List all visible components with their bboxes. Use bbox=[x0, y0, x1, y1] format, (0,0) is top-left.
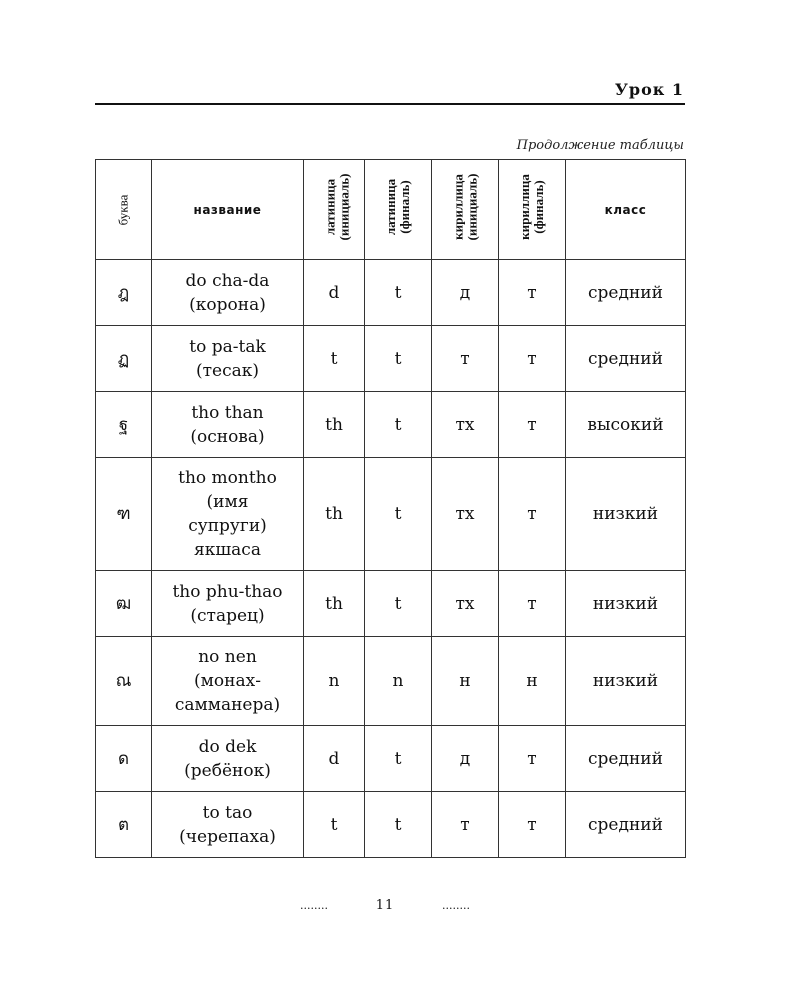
latin-initial: d bbox=[304, 726, 365, 792]
letter-name: do dek (ребёнок) bbox=[152, 726, 304, 792]
cyrillic-initial: т bbox=[432, 326, 499, 392]
cyrillic-final: т bbox=[499, 458, 566, 571]
col-header-letter bbox=[96, 160, 152, 260]
letter-name: tho phu-thao (старец) bbox=[152, 571, 304, 637]
cyrillic-initial: тх bbox=[432, 392, 499, 458]
thai-letter: ฒ bbox=[96, 571, 152, 637]
page-number: 11 bbox=[375, 898, 395, 913]
latin-initial: d bbox=[304, 260, 365, 326]
page-footer bbox=[300, 898, 470, 913]
table-row bbox=[96, 726, 686, 792]
latin-initial: th bbox=[304, 571, 365, 637]
table-continuation-note: Продолжение таблицы bbox=[516, 138, 684, 153]
cyrillic-initial: тх bbox=[432, 571, 499, 637]
table-row bbox=[96, 571, 686, 637]
latin-final: t bbox=[365, 571, 432, 637]
cyrillic-final: т bbox=[499, 392, 566, 458]
thai-letter: ด bbox=[96, 726, 152, 792]
cyrillic-final: т bbox=[499, 260, 566, 326]
letter-name: tho than (основа) bbox=[152, 392, 304, 458]
thai-letter: ต bbox=[96, 792, 152, 858]
letter-name: do cha-da (корона) bbox=[152, 260, 304, 326]
col-header-cyrillic-initial bbox=[432, 160, 499, 260]
letter-class: низкий bbox=[566, 637, 686, 726]
letter-name: to pa-tak (тесак) bbox=[152, 326, 304, 392]
thai-letter: ณ bbox=[96, 637, 152, 726]
cyrillic-final: т bbox=[499, 726, 566, 792]
col-header-latin-final-text: латиница (финаль) bbox=[383, 178, 412, 236]
latin-final: t bbox=[365, 726, 432, 792]
table-row bbox=[96, 458, 686, 571]
latin-initial: th bbox=[304, 392, 365, 458]
letter-class: низкий bbox=[566, 458, 686, 571]
latin-initial: n bbox=[304, 637, 365, 726]
latin-final: n bbox=[365, 637, 432, 726]
col-header-name-text: название bbox=[193, 202, 262, 217]
table-row bbox=[96, 637, 686, 726]
cyrillic-initial: н bbox=[432, 637, 499, 726]
cyrillic-initial: т bbox=[432, 792, 499, 858]
alphabet-table bbox=[95, 159, 686, 858]
col-header-latin-final bbox=[365, 160, 432, 260]
latin-initial: th bbox=[304, 458, 365, 571]
lesson-title: Урок 1 bbox=[614, 80, 684, 99]
cyrillic-initial: д bbox=[432, 726, 499, 792]
thai-letter: ฐ bbox=[96, 392, 152, 458]
footer-right-dots: ........ bbox=[442, 899, 470, 912]
letter-name: to tao (черепаха) bbox=[152, 792, 304, 858]
cyrillic-initial: д bbox=[432, 260, 499, 326]
thai-letter: ฎ bbox=[96, 260, 152, 326]
thai-letter: ฑ bbox=[96, 458, 152, 571]
table-row bbox=[96, 326, 686, 392]
letter-name: tho montho (имя супруги) якшаса bbox=[152, 458, 304, 571]
col-header-cyrillic-final bbox=[499, 160, 566, 260]
latin-final: t bbox=[365, 458, 432, 571]
latin-initial: t bbox=[304, 326, 365, 392]
col-header-latin-initial-text: латиница (инициаль) bbox=[322, 173, 352, 241]
col-header-cyrillic-final-text: кириллица (финаль) bbox=[517, 174, 546, 240]
table-row bbox=[96, 392, 686, 458]
col-header-letter-text: буква bbox=[115, 194, 131, 225]
col-header-class-text: класс bbox=[604, 202, 647, 217]
letter-class: средний bbox=[566, 792, 686, 858]
latin-final: t bbox=[365, 792, 432, 858]
letter-class: средний bbox=[566, 260, 686, 326]
letter-class: средний bbox=[566, 326, 686, 392]
col-header-name bbox=[152, 160, 304, 260]
latin-final: t bbox=[365, 326, 432, 392]
header-rule bbox=[95, 103, 685, 105]
cyrillic-initial: тх bbox=[432, 458, 499, 571]
col-header-cyrillic-initial-text: кириллица (инициаль) bbox=[450, 173, 480, 241]
table-row bbox=[96, 260, 686, 326]
letter-name: no nen (монах- самманера) bbox=[152, 637, 304, 726]
header-row bbox=[96, 160, 686, 260]
col-header-latin-initial bbox=[304, 160, 365, 260]
latin-final: t bbox=[365, 392, 432, 458]
cyrillic-final: н bbox=[499, 637, 566, 726]
latin-final: t bbox=[365, 260, 432, 326]
cyrillic-final: т bbox=[499, 571, 566, 637]
table-row bbox=[96, 792, 686, 858]
thai-letter: ฏ bbox=[96, 326, 152, 392]
letter-class: средний bbox=[566, 726, 686, 792]
letter-class: низкий bbox=[566, 571, 686, 637]
letter-class: высокий bbox=[566, 392, 686, 458]
latin-initial: t bbox=[304, 792, 365, 858]
cyrillic-final: т bbox=[499, 792, 566, 858]
footer-left-dots: ........ bbox=[300, 899, 328, 912]
col-header-class bbox=[566, 160, 686, 260]
cyrillic-final: т bbox=[499, 326, 566, 392]
